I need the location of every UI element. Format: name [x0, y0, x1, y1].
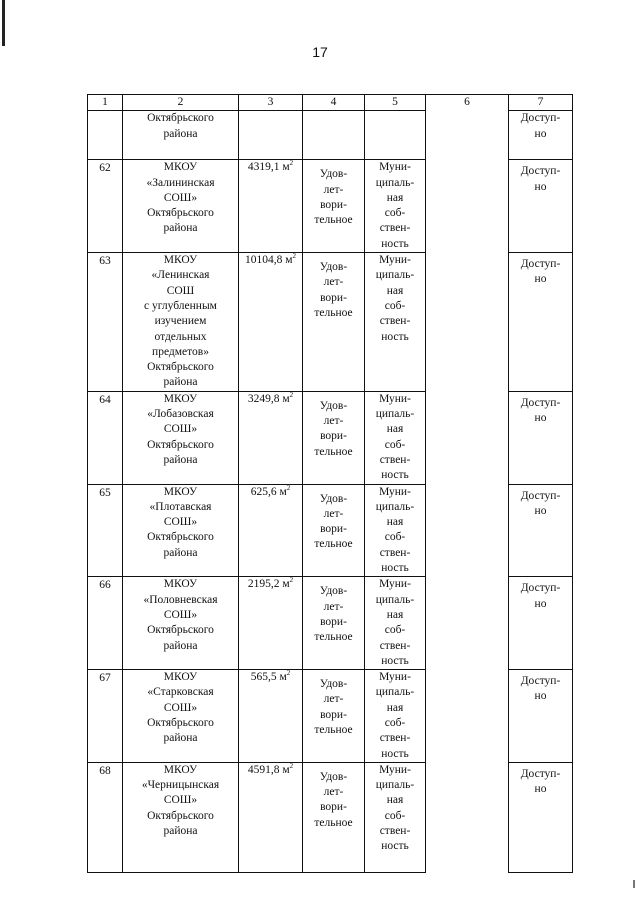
table-row: [88, 160, 573, 253]
cell-ownership-line: ствен-: [379, 825, 411, 838]
cell-condition: [303, 670, 365, 763]
cell-ownership-line: соб-: [384, 531, 406, 544]
cell-condition-line: лет-: [323, 786, 344, 799]
cell-ownership-line: ципаль-: [375, 686, 415, 699]
cell-ownership-line: ствен-: [379, 453, 411, 466]
cell-availability: [509, 577, 573, 670]
scan-edge-mark: [2, 0, 5, 46]
cell-name-line: СОШ»: [163, 794, 198, 807]
cell-num: [88, 111, 123, 160]
cell-ownership: [365, 484, 426, 577]
cell-area: [239, 762, 303, 872]
cell-ownership-line: ность: [381, 562, 409, 575]
cell-ownership-line: ципаль-: [375, 408, 415, 421]
cell-name: [123, 484, 239, 577]
cell-condition: [303, 253, 365, 392]
cell-availability: [509, 253, 573, 392]
cell-name-line: «Ленинская: [151, 269, 210, 282]
cell-name-line: района: [163, 453, 198, 466]
cell-availability-line: но: [534, 597, 547, 610]
cell-name-line: СОШ»: [163, 516, 198, 529]
cell-ownership-line: ная: [386, 701, 404, 714]
cell-col6: [426, 160, 509, 253]
continuation-row: [88, 111, 573, 160]
header-cell-7: 7: [509, 95, 573, 111]
cell-condition-line: тельное: [314, 538, 353, 551]
cell-area: [239, 484, 303, 577]
cell-name-line: «Плотавская: [149, 500, 212, 513]
cell-condition: [303, 391, 365, 484]
cell-ownership-line: ность: [381, 237, 409, 250]
cell-name-line: МКОУ: [163, 578, 198, 591]
cell-ownership-line: ципаль-: [375, 779, 415, 792]
cell-condition-line: Удов-: [319, 168, 348, 181]
cell-num: 67: [88, 670, 123, 763]
cell-condition-line: вори-: [320, 523, 347, 536]
cell-ownership-line: соб-: [384, 716, 406, 729]
header-cell-5: 5: [365, 95, 426, 111]
cell-condition-line: лет-: [323, 276, 344, 289]
cell-availability-line: но: [534, 690, 547, 703]
cell-ownership-line: Муни-: [379, 161, 411, 174]
cell-num: 66: [88, 577, 123, 670]
cell-num: 64: [88, 391, 123, 484]
cell-name-line: «Лобазовская: [147, 408, 214, 421]
cell-condition: [303, 762, 365, 872]
cell-name-line: района: [163, 825, 198, 838]
page-number: 17: [312, 44, 328, 60]
cell-availability-line: Доступ-: [520, 582, 561, 595]
table-row: [88, 391, 573, 484]
cell-name: [123, 391, 239, 484]
cell-area-unit-exponent: 2: [289, 391, 294, 399]
cell-name-line: района: [163, 222, 198, 235]
cell-ownership-line: ная: [386, 284, 404, 297]
cell-availability: [509, 160, 573, 253]
cell-condition-line: вори-: [320, 801, 347, 814]
cell-area-value: 625,6 м: [250, 485, 287, 498]
cell-ownership-line: ная: [386, 191, 404, 204]
cell-ownership-line: ность: [381, 654, 409, 667]
cell-condition-line: Удов-: [319, 492, 348, 505]
cell-ownership-line: ствен-: [379, 639, 411, 652]
cell-condition-line: тельное: [314, 214, 353, 227]
cell-name-line: района: [163, 732, 198, 745]
cell-name-line: Октябрьского: [147, 207, 214, 220]
cell-condition-line: вори-: [320, 291, 347, 304]
cell-area-unit-exponent: 2: [289, 576, 294, 585]
cell-num: 68: [88, 762, 123, 872]
cell-availability: [509, 484, 573, 577]
cell-condition-line: лет-: [323, 415, 344, 428]
cell-ownership-line: ная: [386, 423, 404, 436]
cell-availability-line: но: [534, 783, 547, 796]
cell-ownership-line: ность: [381, 840, 409, 853]
cell-condition-line: Удов-: [319, 399, 348, 412]
cell-condition-line: вори-: [320, 615, 347, 628]
cell-name-line: Октябрьского: [147, 438, 214, 451]
cell-condition-line: тельное: [314, 723, 353, 736]
cell-ownership-line: соб-: [384, 438, 406, 451]
cell-ownership-line: Муни-: [379, 578, 411, 591]
cell-ownership-line: ствен-: [379, 222, 411, 235]
cell-name-line: изучением: [154, 315, 207, 328]
cell-availability-line: но: [534, 127, 547, 140]
cell-condition-line: вори-: [320, 198, 347, 211]
cell-ownership-line: Муни-: [379, 254, 411, 267]
cell-name-line: СОШ»: [163, 191, 198, 204]
cell-name-line: МКОУ: [163, 485, 198, 498]
cell-name-line: МКОУ: [163, 161, 198, 174]
cell-condition-line: лет-: [323, 507, 344, 520]
cell-name-line: МКОУ: [163, 671, 198, 684]
cell-name-line: Октябрьского: [147, 716, 214, 729]
cell-name-line: района: [163, 546, 198, 559]
cell-area-value: 4319,1 м: [247, 161, 290, 174]
cell-name: [123, 577, 239, 670]
cell-area: [239, 391, 303, 484]
header-cell-1: 1: [88, 95, 123, 111]
cell-availability-line: но: [534, 180, 547, 193]
cell-availability-line: Доступ-: [520, 396, 561, 409]
cell-ownership-line: ствен-: [379, 732, 411, 745]
cell-ownership-line: ность: [381, 469, 409, 482]
cell-ownership-line: ность: [381, 747, 409, 760]
cell-condition-line: тельное: [314, 816, 353, 829]
cell-area: [239, 670, 303, 763]
cell-name-line: «Половневская: [143, 593, 218, 606]
cell-availability-line: но: [534, 412, 547, 425]
cell-ownership-line: соб-: [384, 809, 406, 822]
cell-area-value: 565,5 м: [250, 671, 287, 684]
cell-ownership: [365, 670, 426, 763]
cell-availability: [509, 391, 573, 484]
table-row: [88, 253, 573, 392]
cell-ownership-line: ная: [386, 608, 404, 621]
cell-condition: [303, 111, 365, 160]
cell-name-line: Октябрьского: [147, 361, 214, 374]
cell-num: 65: [88, 484, 123, 577]
cell-condition: [303, 160, 365, 253]
header-cell-4: 4: [303, 95, 365, 111]
cell-area: [239, 253, 303, 392]
cell-name-line: СОШ»: [163, 423, 198, 436]
cell-availability: [509, 762, 573, 872]
cell-ownership-line: ствен-: [379, 315, 411, 328]
cell-ownership: [365, 111, 426, 160]
cell-availability-line: Доступ-: [520, 489, 561, 502]
cell-col6: [426, 484, 509, 577]
cell-availability-line: Доступ-: [520, 112, 561, 125]
cell-name-line: «Старковская: [147, 686, 214, 699]
cell-area-value: 4591,8 м: [247, 763, 290, 776]
cell-col6: [426, 577, 509, 670]
cell-name: [123, 762, 239, 872]
cell-name-line: «Черницынская: [141, 779, 220, 792]
cell-ownership: [365, 762, 426, 872]
cell-area: [239, 111, 303, 160]
cell-name-line: Октябрьского: [147, 531, 214, 544]
cell-area-unit-exponent: 2: [286, 669, 291, 678]
cell-name: [123, 160, 239, 253]
cell-area: [239, 160, 303, 253]
cell-name-line: района: [163, 639, 198, 652]
cell-ownership-line: соб-: [384, 624, 406, 637]
cell-ownership-line: Муни-: [379, 671, 411, 684]
cell-col6: [426, 111, 509, 160]
cell-name: [123, 670, 239, 763]
facilities-table: [87, 94, 573, 873]
cell-ownership: [365, 253, 426, 392]
cell-condition: [303, 577, 365, 670]
cell-ownership-line: Муни-: [379, 392, 411, 405]
cell-area-unit-exponent: 2: [292, 252, 297, 261]
cell-col6: [426, 670, 509, 763]
cell-name-line: предметов»: [152, 345, 209, 358]
cell-name-line: МКОУ: [163, 763, 198, 776]
header-row: [88, 95, 573, 111]
cell-condition-line: лет-: [323, 693, 344, 706]
cell-num: 63: [88, 253, 123, 392]
cell-condition-line: Удов-: [319, 261, 348, 274]
cell-name-line: района: [163, 376, 198, 389]
cell-availability-line: но: [534, 273, 547, 286]
cell-area-value: 10104,8 м: [244, 254, 293, 267]
cell-condition-line: тельное: [314, 306, 353, 319]
cell-name-line: Октябрьского: [147, 809, 214, 822]
cell-ownership: [365, 160, 426, 253]
cell-ownership-line: ствен-: [379, 546, 411, 559]
cell-availability-line: но: [534, 504, 547, 517]
cell-availability-line: Доступ-: [520, 675, 561, 688]
cell-name-line: МКОУ: [163, 392, 198, 405]
table-row: [88, 484, 573, 577]
cell-condition-line: Удов-: [319, 770, 348, 783]
cell-ownership-line: соб-: [384, 299, 406, 312]
cell-name-line: отдельных: [154, 330, 207, 343]
cell-name: [123, 253, 239, 392]
cell-ownership-line: соб-: [384, 207, 406, 220]
cell-ownership-line: ципаль-: [375, 593, 415, 606]
cell-ownership-line: Муни-: [379, 485, 411, 498]
cell-condition-line: тельное: [314, 631, 353, 644]
cell-name-line: МКОУ: [163, 254, 198, 267]
cell-condition-line: тельное: [314, 445, 353, 458]
cell-condition-line: Удов-: [319, 678, 348, 691]
cell-availability: [509, 670, 573, 763]
cell-condition-line: Удов-: [319, 585, 348, 598]
cell-ownership-line: ципаль-: [375, 269, 415, 282]
cell-name-line: с углубленным: [144, 299, 217, 312]
cell-area: [239, 577, 303, 670]
cell-name-line: СОШ: [166, 284, 195, 297]
cell-col6: [426, 253, 509, 392]
header-cell-6: 6: [426, 95, 509, 111]
cell-condition-line: лет-: [323, 183, 344, 196]
header-cell-3: 3: [239, 95, 303, 111]
scan-edge-tick: [633, 880, 635, 888]
cell-ownership: [365, 577, 426, 670]
cell-area-unit-exponent: 2: [286, 484, 291, 492]
cell-ownership-line: ная: [386, 794, 404, 807]
cell-condition-line: лет-: [323, 600, 344, 613]
cell-ownership-line: Муни-: [379, 763, 411, 776]
cell-condition-line: вори-: [320, 708, 347, 721]
cell-col6: [426, 391, 509, 484]
cell-area-value: 3249,8 м: [247, 392, 290, 405]
cell-name-line: Октябрьского: [147, 624, 214, 637]
table-row: [88, 670, 573, 763]
table-row: [88, 762, 573, 872]
cell-ownership-line: ципаль-: [375, 500, 415, 513]
cell-col6: [426, 762, 509, 872]
cell-ownership-line: ность: [381, 330, 409, 343]
cell-name-line: района: [163, 127, 198, 140]
cell-area-value: 2195,2 м: [247, 578, 290, 591]
cell-availability-line: Доступ-: [520, 767, 561, 780]
cell-name: [123, 111, 239, 160]
cell-availability-line: Доступ-: [520, 258, 561, 271]
cell-area-unit-exponent: 2: [289, 762, 294, 771]
cell-name-line: «Залининская: [146, 176, 215, 189]
cell-num: 62: [88, 160, 123, 253]
cell-ownership-line: ципаль-: [375, 176, 415, 189]
cell-availability: [509, 111, 573, 160]
cell-area-unit-exponent: 2: [289, 159, 294, 168]
header-cell-2: 2: [123, 95, 239, 111]
cell-condition: [303, 484, 365, 577]
cell-name-line: Октябрьского: [147, 112, 214, 125]
cell-ownership-line: ная: [386, 516, 404, 529]
cell-condition-line: вори-: [320, 430, 347, 443]
table-row: [88, 577, 573, 670]
cell-availability-line: Доступ-: [520, 165, 561, 178]
cell-name-line: СОШ»: [163, 608, 198, 621]
cell-ownership: [365, 391, 426, 484]
cell-name-line: СОШ»: [163, 701, 198, 714]
